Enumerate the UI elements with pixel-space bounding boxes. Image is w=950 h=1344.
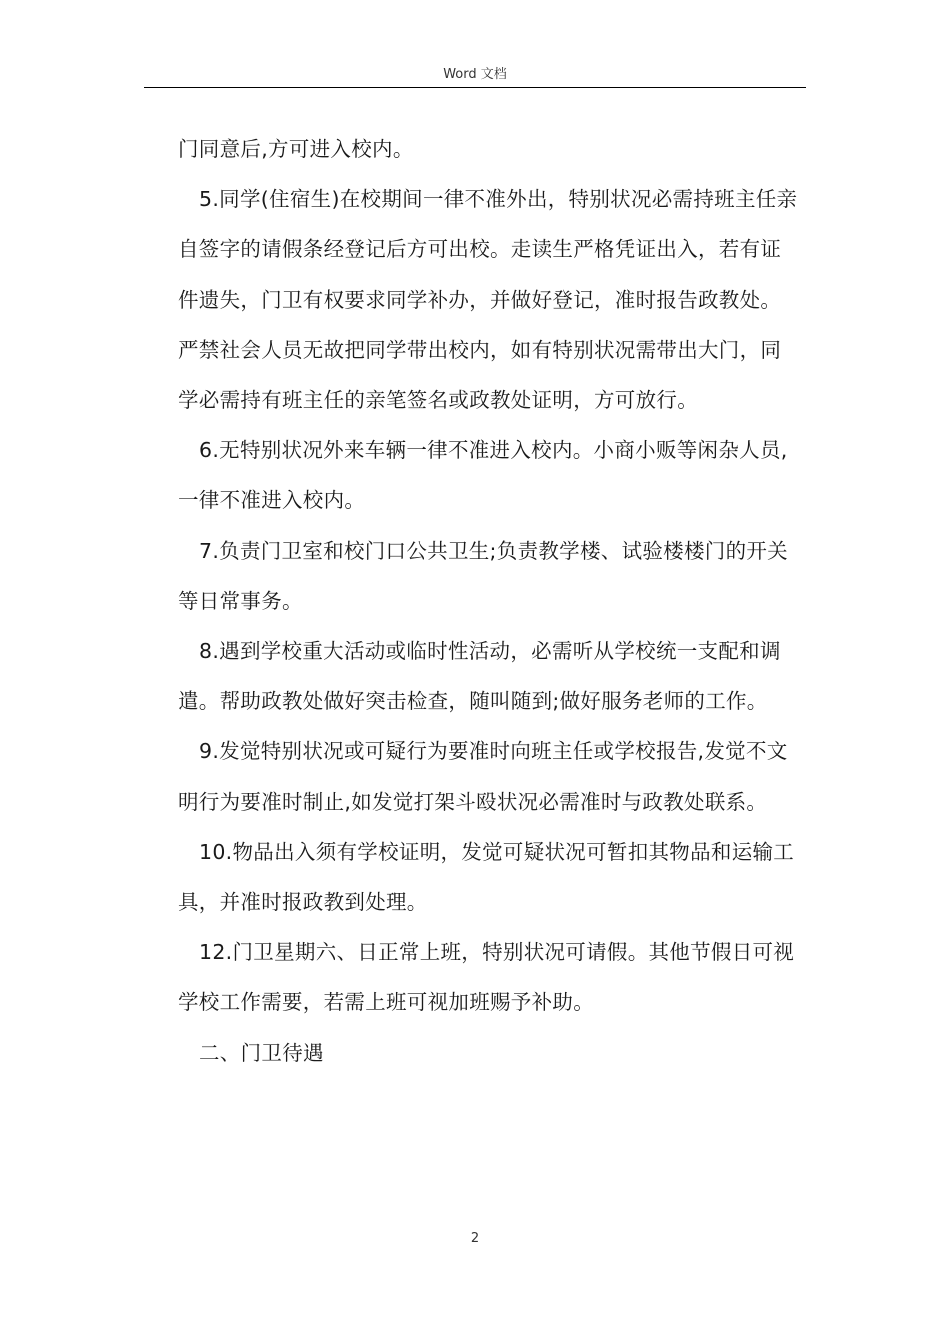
header-divider — [144, 87, 806, 88]
paragraph-item-8: 8.遇到学校重大活动或临时性活动，必需听从学校统一支配和调遣。帮助政教处做好突击检查，随叫随到;做好服务老师的工作。 — [178, 639, 781, 714]
paragraph-continuation: 门同意后,方可进入校内。 — [178, 137, 414, 161]
paragraph-item-10: 10.物品出入须有学校证明，发觉可疑状况可暂扣其物品和运输工具，并准时报政教到处理。 — [178, 839, 795, 915]
paragraph-item-5: 5.同学(住宿生)在校期间一律不准外出，特别状况必需持班主任亲自签字的请假条经登记后方可出校。走读生严格凭证出入，若有证件遗失，门卫有权要求同学补办，并做好登记，准时报告政教处。严禁社会人员无故把同学带出校内，如有特别状况需带出大门，同学必需持有班主任的亲笔签名或政教处证明，方可放行。 — [178, 187, 798, 413]
page-number: 2 — [470, 1231, 480, 1246]
document-body — [178, 124, 798, 1078]
paragraph-item-7: 7.负责门卫室和校门口公共卫生;负责教学楼、试验楼楼门的开关等日常事务。 — [178, 538, 788, 613]
paragraph-item-6: 6.无特别状况外来车辆一律不准进入校内。小商小贩等闲杂人员,一律不准进入校内。 — [178, 438, 788, 513]
page-header: Word 文档 — [443, 67, 507, 82]
paragraph-item-12: 12.门卫星期六、日正常上班，特别状况可请假。其他节假日可视学校工作需要，若需上班可视加班赐予补助。 — [178, 940, 795, 1015]
section-heading: 二、门卫待遇 — [199, 1040, 324, 1065]
paragraph-item-9: 9.发觉特别状况或可疑行为要准时向班主任或学校报告,发觉不文明行为要准时制止,如发觉打架斗殴状况必需准时与政教处联系。 — [178, 739, 788, 814]
